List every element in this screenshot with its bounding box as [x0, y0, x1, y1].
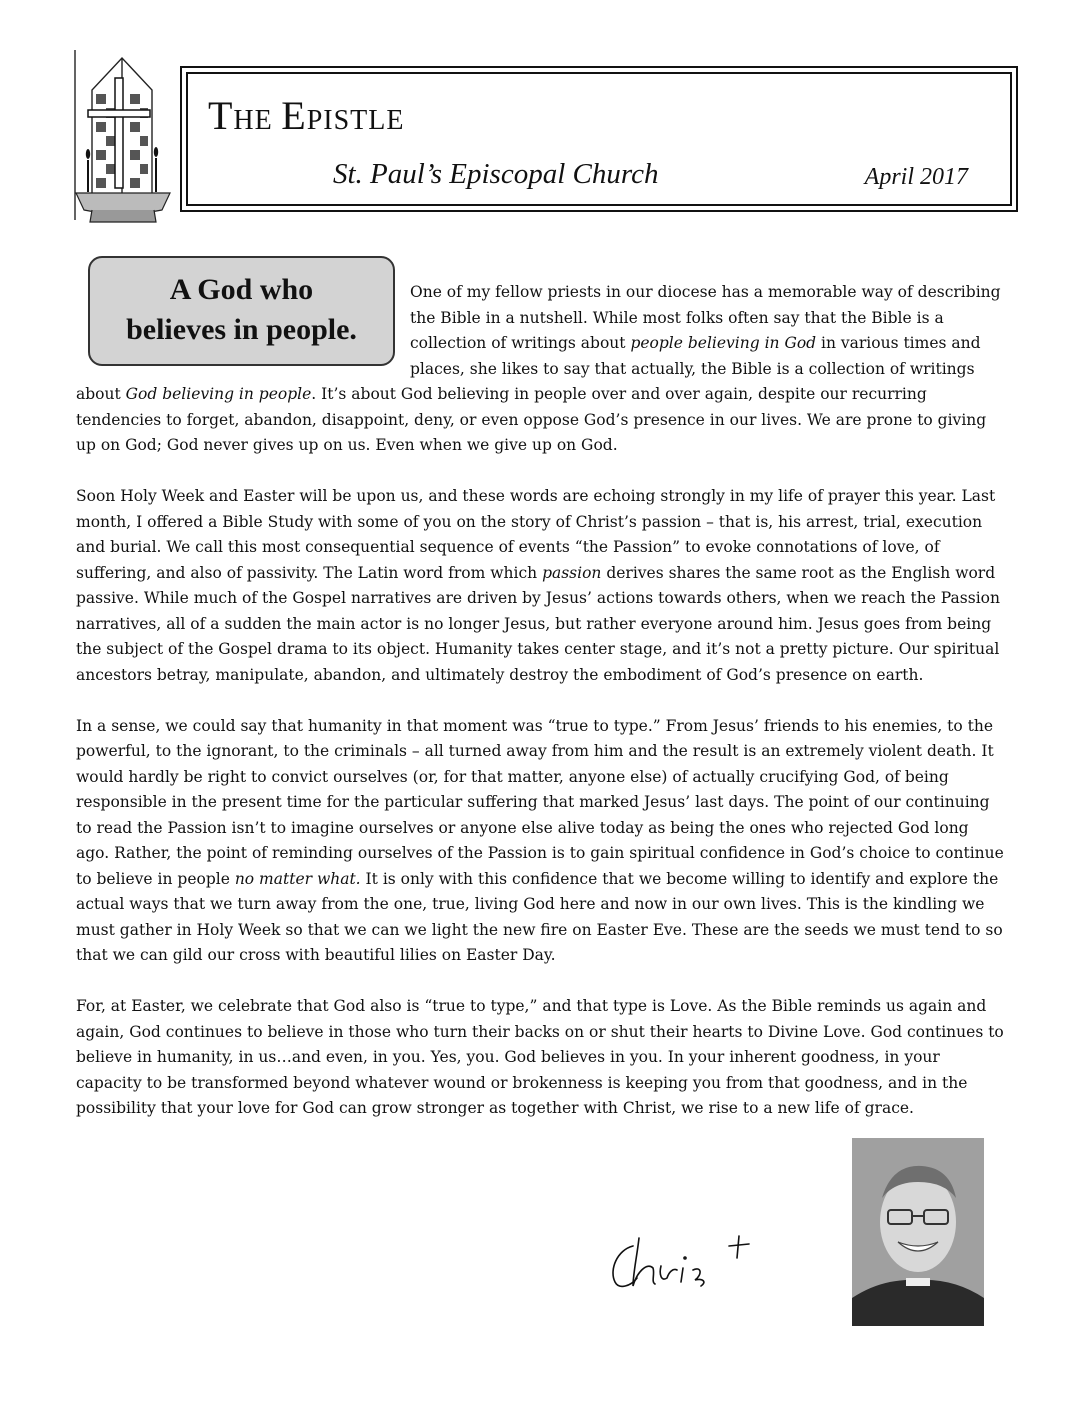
- p2-text-a: Soon Holy Week and Easter will be upon us, and these words are echoing strongly in my life of prayer this year. Last month, I offered a Bible Study with some of you on the story of Christ’s passion – that is, his arrest, trial, execution and burial. We call this most consequential sequence of events “the Passion” to evoke connotations of love, of suffering, and also of passivity. The Latin word from which: [76, 487, 996, 582]
- p4-text: For, at Easter, we celebrate that God also is “true to type,” and that type is Love. As the Bible reminds us again and again, God continues to believe in those who turn their backs on or shut their hearts to Divine Love. God continues to believe in humanity, in us…and even, in you. Yes, you. God believes in you. In your inherent goodness, in your capacity to be transformed beyond whatever wound or brokenness is keeping you from that goodness, and in the possibility that your love for God can grow stronger as together with Christ, we rise to a new life of grace.: [76, 997, 1004, 1117]
- church-window-logo: [70, 50, 175, 230]
- p1-text-c: . It’s about God believing in people over and over again, despite our recurring tendencies to forget, abandon, disappoint, deny, or even oppose God’s presence in our lives. We are prone to giving up on God; God never gives up on us. Even when we give up on God.: [76, 385, 987, 454]
- p1-emphasis-2: God believing in people: [125, 385, 312, 403]
- p1-text-a: One of my fellow priests in our diocese has a memorable way of describing the Bible in a nutshell. While most folks often say that the Bible is a collection of writings about: [410, 283, 1001, 352]
- paragraph-1: [76, 280, 1006, 459]
- article-body: [76, 280, 1006, 1147]
- headline-line-1: A God who: [169, 273, 314, 306]
- p1-text-b: in various times and places, she likes to say that actually, the Bible is a collection of writings about: [76, 334, 981, 403]
- paragraph-3: [76, 714, 1006, 969]
- title-word-epistle: Epistle: [281, 93, 405, 138]
- headline-line-2: believes in people.: [126, 313, 357, 346]
- p1-emphasis-1: people believing in God: [630, 334, 817, 352]
- handwritten-signature: [603, 1228, 763, 1298]
- masthead-inner-border: [186, 72, 1012, 206]
- p3-text-a: In a sense, we could say that humanity in that moment was “true to type.” From Jesus’ friends to his enemies, to the powerful, to the ignorant, to the criminals – all turned away from him and the result is an extremely violent death. It would hardly be right to convict ourselves (or, for that matter, anyone else) of actually crucifying God, of being responsible in the present time for the particular suffering that marked Jesus’ last days. The point of our continuing to read the Passion isn’t to imagine ourselves or anyone else alive today as being the ones who rejected God long ago. Rather, the point of reminding ourselves of the Passion is to gain spiritual confidence in God’s choice to continue to believe in people: [76, 716, 1004, 888]
- p2-emphasis: passion: [542, 563, 602, 582]
- issue-date: April 2017: [864, 164, 968, 190]
- p3-text-b: It is only with this confidence that we become willing to identify and explore the actual ways that we turn away from the one, true, living God here and now in our own lives. This is the kindling we must gather in Holy Week so that we can we light the new fire on Easter Eve. These are the seeds we must tend to so that we can gild our cross with beautiful lilies on Easter Day.: [76, 869, 1003, 964]
- author-photo: [852, 1138, 984, 1326]
- title-word-the: The: [208, 93, 273, 138]
- p2-text-b: derives shares the same root as the English word passive. While much of the Gospel narratives are driven by Jesus’ actions towards others, when we reach the Passion narratives, all of a sudden the main actor is no longer Jesus, but rather everyone around him. Jesus goes from being the subject of the Gospel drama to its object. Humanity takes center stage, and it’s not a pretty picture. Our spiritual ancestors betray, manipulate, abandon, and ultimately destroy the embodiment of God’s presence on earth.: [76, 563, 1000, 684]
- church-name: St. Paul’s Episcopal Church: [333, 158, 659, 190]
- paragraph-2: [76, 484, 1006, 688]
- headline-spacer: [76, 280, 410, 376]
- newsletter-title: [208, 92, 404, 139]
- masthead: [180, 66, 1018, 212]
- p3-emphasis: no matter what.: [234, 869, 361, 888]
- paragraph-4: [76, 994, 1006, 1122]
